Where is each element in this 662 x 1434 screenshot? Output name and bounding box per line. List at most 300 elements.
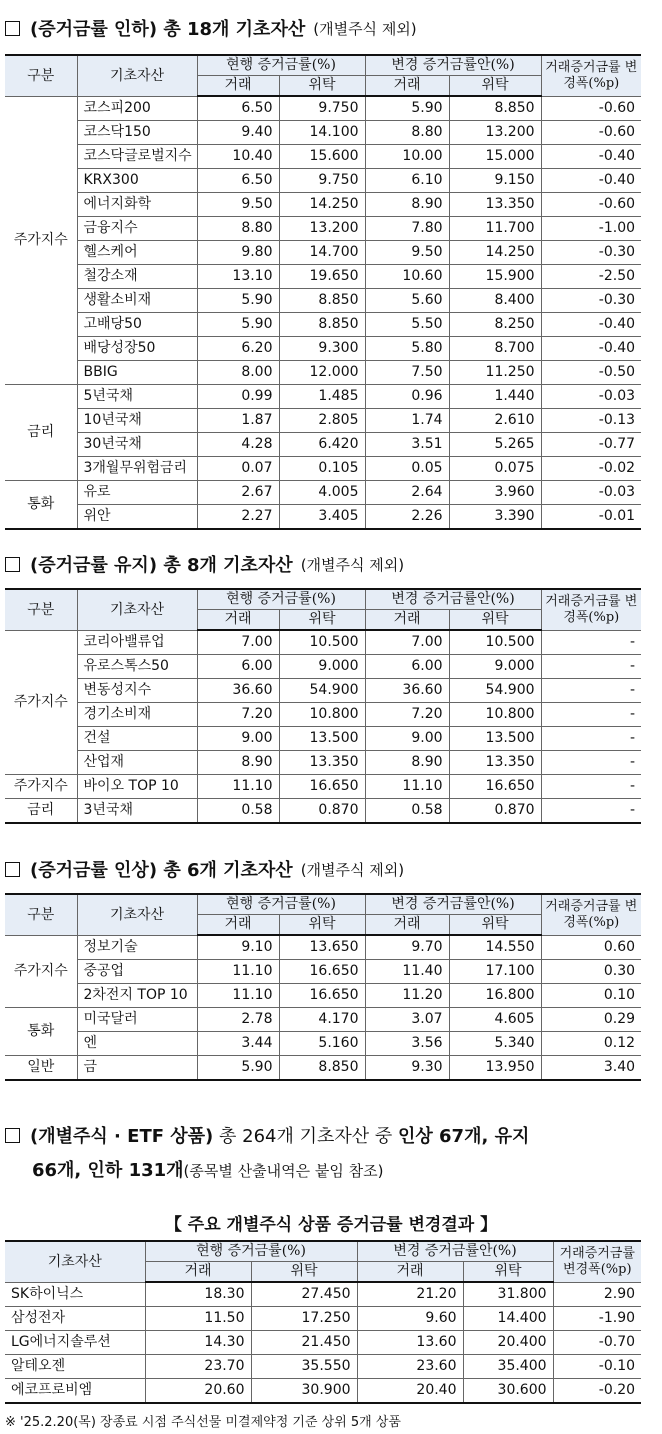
row-current-trade: 9.50 — [197, 193, 279, 217]
row-new-consign: 13.500 — [449, 727, 541, 751]
header-consign: 위탁 — [463, 1262, 553, 1283]
row-current-trade: 0.07 — [197, 457, 279, 481]
table-row — [5, 1379, 641, 1404]
row-asset-name: 3년국채 — [77, 799, 197, 824]
row-diff: - — [541, 727, 641, 751]
section4-title: (개별주식 · ETF 상품) — [30, 1126, 214, 1147]
row-asset-name: 헬스케어 — [77, 241, 197, 265]
row-new-consign: 13.950 — [449, 1056, 541, 1081]
table-row — [5, 679, 641, 703]
row-asset-name: 미국달러 — [77, 1008, 197, 1032]
header-consign: 위탁 — [449, 610, 541, 631]
row-current-consign: 54.900 — [279, 679, 365, 703]
header-proposed: 변경 증거금률안(%) — [365, 894, 541, 915]
row-asset-name: 에코프로비엠 — [5, 1379, 145, 1404]
row-asset-name: 정보기술 — [77, 935, 197, 960]
row-asset-name: 30년국채 — [77, 433, 197, 457]
row-new-consign: 8.700 — [449, 337, 541, 361]
table-row — [5, 960, 641, 984]
header-trade: 거래 — [365, 915, 449, 936]
table-row — [5, 193, 641, 217]
row-asset-name: 철강소재 — [77, 265, 197, 289]
header-consign: 위탁 — [279, 76, 365, 97]
row-asset-name: 금융지수 — [77, 217, 197, 241]
row-current-trade: 5.90 — [197, 289, 279, 313]
table-row — [5, 1355, 641, 1379]
table-row — [5, 751, 641, 775]
row-new-consign: 16.650 — [449, 775, 541, 799]
row-current-trade: 2.78 — [197, 1008, 279, 1032]
row-current-trade: 6.50 — [197, 169, 279, 193]
row-new-trade: 7.50 — [365, 361, 449, 385]
row-new-trade: 5.90 — [365, 96, 449, 121]
header-asset: 기초자산 — [77, 589, 197, 630]
row-diff: 3.40 — [541, 1056, 641, 1081]
row-category: 주가지수 — [5, 96, 77, 385]
row-diff: -0.40 — [541, 145, 641, 169]
row-new-trade: 6.00 — [365, 655, 449, 679]
row-asset-name: 금 — [77, 1056, 197, 1081]
row-new-consign: 5.265 — [449, 433, 541, 457]
row-new-trade: 20.40 — [357, 1379, 463, 1404]
table-row — [5, 385, 641, 409]
row-current-consign: 9.750 — [279, 96, 365, 121]
row-category: 주가지수 — [5, 935, 77, 1008]
row-asset-name: 고배당50 — [77, 313, 197, 337]
row-new-consign: 10.500 — [449, 630, 541, 655]
table-row — [5, 1307, 641, 1331]
row-new-consign: 3.960 — [449, 481, 541, 505]
row-current-trade: 23.70 — [145, 1355, 251, 1379]
table-row — [5, 289, 641, 313]
row-new-consign: 16.800 — [449, 984, 541, 1008]
table-row — [5, 265, 641, 289]
header-trade: 거래 — [197, 76, 279, 97]
table-row — [5, 145, 641, 169]
row-current-trade: 20.60 — [145, 1379, 251, 1404]
row-new-trade: 7.20 — [365, 703, 449, 727]
row-current-trade: 6.20 — [197, 337, 279, 361]
table-row — [5, 409, 641, 433]
header-category: 구분 — [5, 589, 77, 630]
section4-highlight: 인상 67개, 유지 — [397, 1126, 530, 1147]
header-consign: 위탁 — [449, 76, 541, 97]
row-current-consign: 13.500 — [279, 727, 365, 751]
row-current-trade: 5.90 — [197, 1056, 279, 1081]
table-row — [5, 481, 641, 505]
header-proposed: 변경 증거금률안(%) — [357, 1241, 553, 1262]
row-asset-name: 코스닥글로벌지수 — [77, 145, 197, 169]
row-category: 통화 — [5, 1008, 77, 1056]
row-new-consign: 13.350 — [449, 193, 541, 217]
section3-heading — [5, 855, 404, 883]
row-new-trade: 10.60 — [365, 265, 449, 289]
row-new-trade: 6.10 — [365, 169, 449, 193]
header-trade: 거래 — [145, 1262, 251, 1283]
row-current-trade: 7.20 — [197, 703, 279, 727]
row-new-trade: 7.00 — [365, 630, 449, 655]
row-new-trade: 5.60 — [365, 289, 449, 313]
row-current-trade: 1.87 — [197, 409, 279, 433]
row-current-trade: 11.50 — [145, 1307, 251, 1331]
row-current-consign: 21.450 — [251, 1331, 357, 1355]
row-new-trade: 11.40 — [365, 960, 449, 984]
table-row — [5, 241, 641, 265]
row-current-consign: 13.650 — [279, 935, 365, 960]
row-new-consign: 31.800 — [463, 1282, 553, 1307]
row-current-consign: 14.700 — [279, 241, 365, 265]
section2-heading — [5, 550, 404, 578]
row-asset-name: 엔 — [77, 1032, 197, 1056]
row-new-consign: 14.400 — [463, 1307, 553, 1331]
row-current-consign: 8.850 — [279, 289, 365, 313]
row-diff: 0.29 — [541, 1008, 641, 1032]
row-current-trade: 3.44 — [197, 1032, 279, 1056]
row-current-consign: 8.850 — [279, 313, 365, 337]
row-current-consign: 27.450 — [251, 1282, 357, 1307]
row-new-trade: 5.50 — [365, 313, 449, 337]
row-diff: 0.30 — [541, 960, 641, 984]
table-row — [5, 727, 641, 751]
row-current-consign: 35.550 — [251, 1355, 357, 1379]
row-new-consign: 14.250 — [449, 241, 541, 265]
row-current-consign: 15.600 — [279, 145, 365, 169]
row-current-trade: 2.67 — [197, 481, 279, 505]
row-new-consign: 15.900 — [449, 265, 541, 289]
row-new-trade: 9.30 — [365, 1056, 449, 1081]
section5-caption: 【 주요 개별주식 상품 증거금률 변경결과 】 — [164, 1215, 498, 1235]
row-new-trade: 13.60 — [357, 1331, 463, 1355]
row-current-trade: 11.10 — [197, 775, 279, 799]
row-new-trade: 9.50 — [365, 241, 449, 265]
row-new-consign: 8.850 — [449, 96, 541, 121]
row-new-trade: 1.74 — [365, 409, 449, 433]
row-new-consign: 54.900 — [449, 679, 541, 703]
row-current-consign: 5.160 — [279, 1032, 365, 1056]
table-row — [5, 655, 641, 679]
table-row — [5, 337, 641, 361]
header-asset: 기초자산 — [77, 55, 197, 96]
header-consign: 위탁 — [449, 915, 541, 936]
row-new-trade: 8.80 — [365, 121, 449, 145]
row-new-trade: 10.00 — [365, 145, 449, 169]
row-asset-name: LG에너지솔루션 — [5, 1331, 145, 1355]
row-current-consign: 8.850 — [279, 1056, 365, 1081]
section4-text: 총 264개 기초자산 중 — [213, 1126, 398, 1147]
row-current-consign: 0.105 — [279, 457, 365, 481]
row-asset-name: 바이오 TOP 10 — [77, 775, 197, 799]
row-new-consign: 30.600 — [463, 1379, 553, 1404]
table-row — [5, 313, 641, 337]
header-trade: 거래 — [365, 610, 449, 631]
row-asset-name: 코스피200 — [77, 96, 197, 121]
header-consign: 위탁 — [251, 1262, 357, 1283]
section1-heading — [5, 14, 417, 42]
row-new-consign: 8.400 — [449, 289, 541, 313]
row-asset-name: 배당성장50 — [77, 337, 197, 361]
row-diff: - — [541, 703, 641, 727]
row-new-trade: 11.20 — [365, 984, 449, 1008]
checkbox-icon — [5, 862, 20, 877]
row-current-trade: 14.30 — [145, 1331, 251, 1355]
header-trade: 거래 — [197, 915, 279, 936]
row-diff: 2.90 — [553, 1282, 641, 1307]
section3-subtitle: (개별주식 제외) — [300, 860, 405, 879]
checkbox-icon — [5, 1128, 20, 1143]
row-new-trade: 21.20 — [357, 1282, 463, 1307]
row-new-trade: 9.70 — [365, 935, 449, 960]
row-asset-name: 생활소비재 — [77, 289, 197, 313]
row-current-consign: 16.650 — [279, 960, 365, 984]
row-current-trade: 9.00 — [197, 727, 279, 751]
table-row — [5, 457, 641, 481]
row-asset-name: 유로 — [77, 481, 197, 505]
row-current-trade: 9.40 — [197, 121, 279, 145]
row-diff: -0.50 — [541, 361, 641, 385]
row-asset-name: 산업재 — [77, 751, 197, 775]
row-new-trade: 7.80 — [365, 217, 449, 241]
row-current-trade: 8.00 — [197, 361, 279, 385]
row-current-consign: 13.200 — [279, 217, 365, 241]
row-current-trade: 6.50 — [197, 96, 279, 121]
row-new-trade: 0.58 — [365, 799, 449, 824]
row-current-consign: 9.750 — [279, 169, 365, 193]
row-new-trade: 3.07 — [365, 1008, 449, 1032]
header-diff: 거래증거금률 변경폭(%p) — [541, 589, 641, 630]
row-current-trade: 8.90 — [197, 751, 279, 775]
header-current: 현행 증거금률(%) — [145, 1241, 357, 1262]
row-current-trade: 4.28 — [197, 433, 279, 457]
row-diff: -0.40 — [541, 337, 641, 361]
table-row — [5, 217, 641, 241]
row-current-consign: 1.485 — [279, 385, 365, 409]
row-current-consign: 6.420 — [279, 433, 365, 457]
row-asset-name: 경기소비재 — [77, 703, 197, 727]
header-category: 구분 — [5, 894, 77, 935]
row-new-consign: 15.000 — [449, 145, 541, 169]
row-new-consign: 1.440 — [449, 385, 541, 409]
row-new-trade: 3.56 — [365, 1032, 449, 1056]
row-diff: - — [541, 679, 641, 703]
row-diff: -0.02 — [541, 457, 641, 481]
row-asset-name: 위안 — [77, 505, 197, 530]
row-category: 일반 — [5, 1056, 77, 1081]
row-asset-name: BBIG — [77, 361, 197, 385]
section4-highlight-2: 66개, 인하 131개 — [32, 1160, 184, 1181]
row-new-trade: 3.51 — [365, 433, 449, 457]
header-trade: 거래 — [357, 1262, 463, 1283]
row-diff: - — [541, 751, 641, 775]
row-new-consign: 8.250 — [449, 313, 541, 337]
row-diff: -0.60 — [541, 96, 641, 121]
row-new-consign: 3.390 — [449, 505, 541, 530]
row-current-trade: 11.10 — [197, 960, 279, 984]
row-diff: 0.60 — [541, 935, 641, 960]
row-diff: -0.10 — [553, 1355, 641, 1379]
row-new-consign: 10.800 — [449, 703, 541, 727]
row-asset-name: 삼성전자 — [5, 1307, 145, 1331]
table-row — [5, 1056, 641, 1081]
row-current-trade: 18.30 — [145, 1282, 251, 1307]
row-new-consign: 11.700 — [449, 217, 541, 241]
row-current-consign: 16.650 — [279, 984, 365, 1008]
section2-table — [5, 588, 641, 824]
row-new-consign: 9.150 — [449, 169, 541, 193]
row-asset-name: SK하이닉스 — [5, 1282, 145, 1307]
row-new-trade: 0.05 — [365, 457, 449, 481]
row-diff: - — [541, 775, 641, 799]
section4-paragraph — [5, 1120, 655, 1188]
row-current-consign: 10.800 — [279, 703, 365, 727]
row-current-consign: 30.900 — [251, 1379, 357, 1404]
row-asset-name: 3개월무위험금리 — [77, 457, 197, 481]
row-diff: 0.12 — [541, 1032, 641, 1056]
table-row — [5, 935, 641, 960]
row-asset-name: 알테오젠 — [5, 1355, 145, 1379]
row-asset-name: 코리아밸류업 — [77, 630, 197, 655]
row-current-consign: 12.000 — [279, 361, 365, 385]
row-new-trade: 36.60 — [365, 679, 449, 703]
row-new-trade: 2.26 — [365, 505, 449, 530]
table-row — [5, 703, 641, 727]
row-current-consign: 3.405 — [279, 505, 365, 530]
table-row — [5, 505, 641, 530]
row-diff: -0.60 — [541, 121, 641, 145]
table-row — [5, 169, 641, 193]
row-diff: -0.01 — [541, 505, 641, 530]
section3-title: (증거금률 인상) 총 6개 기초자산 — [30, 860, 293, 881]
table-row — [5, 1032, 641, 1056]
row-diff: -0.77 — [541, 433, 641, 457]
row-category: 통화 — [5, 481, 77, 530]
row-category: 주가지수 — [5, 630, 77, 775]
header-proposed: 변경 증거금률안(%) — [365, 589, 541, 610]
header-trade: 거래 — [197, 610, 279, 631]
row-category: 금리 — [5, 799, 77, 824]
section1-table — [5, 54, 641, 530]
row-new-consign: 20.400 — [463, 1331, 553, 1355]
checkbox-icon — [5, 557, 20, 572]
table-row — [5, 121, 641, 145]
row-current-trade: 8.80 — [197, 217, 279, 241]
row-new-consign: 9.000 — [449, 655, 541, 679]
row-new-consign: 35.400 — [463, 1355, 553, 1379]
row-current-trade: 9.10 — [197, 935, 279, 960]
row-asset-name: 변동성지수 — [77, 679, 197, 703]
row-asset-name: 에너지화학 — [77, 193, 197, 217]
row-new-consign: 0.075 — [449, 457, 541, 481]
row-current-consign: 13.350 — [279, 751, 365, 775]
row-asset-name: 10년국채 — [77, 409, 197, 433]
row-diff: -1.90 — [553, 1307, 641, 1331]
row-diff: -0.20 — [553, 1379, 641, 1404]
header-proposed: 변경 증거금률안(%) — [365, 55, 541, 76]
row-current-consign: 4.170 — [279, 1008, 365, 1032]
header-current: 현행 증거금률(%) — [197, 894, 365, 915]
row-new-consign: 14.550 — [449, 935, 541, 960]
row-current-consign: 2.805 — [279, 409, 365, 433]
section5-table — [5, 1240, 641, 1404]
row-new-trade: 9.60 — [357, 1307, 463, 1331]
row-current-trade: 7.00 — [197, 630, 279, 655]
table-row — [5, 96, 641, 121]
row-new-consign: 0.870 — [449, 799, 541, 824]
row-new-consign: 11.250 — [449, 361, 541, 385]
row-new-trade: 2.64 — [365, 481, 449, 505]
row-diff: - — [541, 655, 641, 679]
row-asset-name: 2차전지 TOP 10 — [77, 984, 197, 1008]
header-diff: 거래증거금률 변경폭(%p) — [541, 55, 641, 96]
row-diff: -0.60 — [541, 193, 641, 217]
row-new-consign: 17.100 — [449, 960, 541, 984]
row-new-consign: 13.200 — [449, 121, 541, 145]
header-diff: 거래증거금률 변경폭(%p) — [541, 894, 641, 935]
row-diff: -0.03 — [541, 385, 641, 409]
header-asset: 기초자산 — [77, 894, 197, 935]
row-asset-name: 코스닥150 — [77, 121, 197, 145]
row-current-consign: 14.250 — [279, 193, 365, 217]
row-diff: -0.13 — [541, 409, 641, 433]
row-current-consign: 17.250 — [251, 1307, 357, 1331]
header-consign: 위탁 — [279, 610, 365, 631]
row-current-consign: 16.650 — [279, 775, 365, 799]
row-new-consign: 5.340 — [449, 1032, 541, 1056]
row-current-trade: 2.27 — [197, 505, 279, 530]
row-diff: -0.40 — [541, 169, 641, 193]
row-new-consign: 4.605 — [449, 1008, 541, 1032]
row-category: 주가지수 — [5, 775, 77, 799]
row-current-trade: 36.60 — [197, 679, 279, 703]
row-current-consign: 4.005 — [279, 481, 365, 505]
section3-table — [5, 893, 641, 1081]
table-row — [5, 1282, 641, 1307]
row-diff: -0.70 — [553, 1331, 641, 1355]
header-category: 구분 — [5, 55, 77, 96]
row-asset-name: 5년국채 — [77, 385, 197, 409]
row-asset-name: 유로스톡스50 — [77, 655, 197, 679]
row-current-consign: 0.870 — [279, 799, 365, 824]
row-diff: - — [541, 630, 641, 655]
table-row — [5, 361, 641, 385]
row-current-trade: 9.80 — [197, 241, 279, 265]
row-new-trade: 9.00 — [365, 727, 449, 751]
row-current-trade: 10.40 — [197, 145, 279, 169]
footnote: ※ '25.2.20(목) 장종료 시점 주식선물 미결제약정 기준 상위 5개 상품 — [5, 1415, 401, 1430]
table-row — [5, 630, 641, 655]
table-row — [5, 1008, 641, 1032]
row-diff: -0.30 — [541, 241, 641, 265]
row-diff: -1.00 — [541, 217, 641, 241]
row-diff: -0.40 — [541, 313, 641, 337]
row-current-trade: 6.00 — [197, 655, 279, 679]
row-new-trade: 5.80 — [365, 337, 449, 361]
row-new-trade: 11.10 — [365, 775, 449, 799]
row-current-trade: 13.10 — [197, 265, 279, 289]
row-new-consign: 13.350 — [449, 751, 541, 775]
section1-subtitle: (개별주식 제외) — [313, 19, 417, 38]
row-new-consign: 2.610 — [449, 409, 541, 433]
header-consign: 위탁 — [279, 915, 365, 936]
table-row — [5, 775, 641, 799]
row-asset-name: 중공업 — [77, 960, 197, 984]
row-current-trade: 0.99 — [197, 385, 279, 409]
row-new-trade: 23.60 — [357, 1355, 463, 1379]
row-asset-name: KRX300 — [77, 169, 197, 193]
row-diff: -0.30 — [541, 289, 641, 313]
row-current-consign: 9.300 — [279, 337, 365, 361]
table-row — [5, 433, 641, 457]
row-current-consign: 10.500 — [279, 630, 365, 655]
